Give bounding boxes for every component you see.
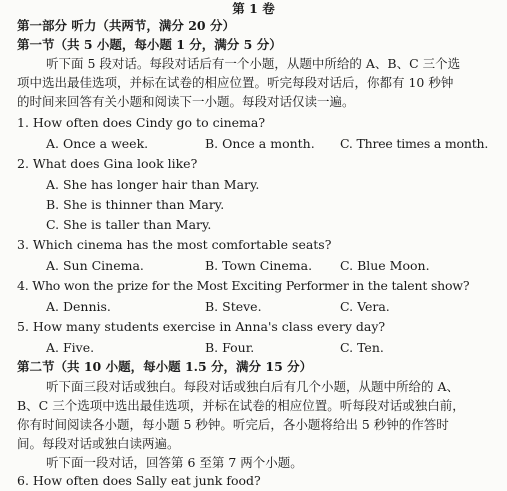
q3-option-c: C. Blue Moon. <box>340 258 430 273</box>
section2-intro-line-4: 间。每段对话或独白读两遍。 <box>17 436 180 451</box>
question-6: 6. How often does Sally eat junk food? <box>17 473 261 488</box>
question-2: 2. What does Gina look like? <box>17 156 198 171</box>
q1-option-b: B. Once a month. <box>205 136 315 151</box>
part1-heading: 第一部分 听力（共两节，满分 20 分） <box>17 18 235 33</box>
q2-option-a: A. She has longer hair than Mary. <box>46 177 260 192</box>
q1-option-c: C. Three times a month. <box>340 136 489 151</box>
section1-heading: 第一节（共 5 小题，每小题 1 分，满分 5 分） <box>17 37 282 52</box>
section1-intro-line-2: 项中选出最佳选项，并标在试卷的相应位置。听完每段对话后，你都有 10 秒钟 <box>17 75 454 90</box>
section2-intro-line-1: 听下面三段对话或独白。每段对话或独白后有几个小题，从题中所给的 A、 <box>46 379 460 394</box>
section2-instruction: 听下面一段对话，回答第 6 至第 7 两个小题。 <box>46 455 303 470</box>
q3-option-a: A. Sun Cinema. <box>46 258 144 273</box>
page-title: 第 1 卷 <box>232 1 275 16</box>
question-1: 1. How often does Cindy go to cinema? <box>17 115 266 130</box>
q4-option-b: B. Steve. <box>205 299 262 314</box>
section2-intro-line-3: 你有时间阅读各小题，每小题 5 秒钟。听完后，各小题将给出 5 秒钟的作答时 <box>17 417 449 432</box>
q4-option-a: A. Dennis. <box>46 299 111 314</box>
q3-option-b: B. Town Cinema. <box>205 258 313 273</box>
q2-option-b: B. She is thinner than Mary. <box>46 197 225 212</box>
q1-option-a: A. Once a week. <box>46 136 149 151</box>
q2-option-c: C. She is taller than Mary. <box>46 217 212 232</box>
question-4: 4. Who won the prize for the Most Exciting Performer in the talent show? <box>17 278 470 293</box>
q5-option-a: A. Five. <box>46 340 95 355</box>
q5-option-c: C. Ten. <box>340 340 384 355</box>
section2-intro-line-2: B、C 三个选项中选出最佳选项，并标在试卷的相应位置。听每段对话或独白前， <box>17 398 465 413</box>
section1-intro-line-3: 的时间来回答有关小题和阅读下一小题。每段对话仅读一遍。 <box>17 94 355 109</box>
question-3: 3. Which cinema has the most comfortable seats? <box>17 237 332 252</box>
section2-heading: 第二节（共 10 小题，每小题 1.5 分，满分 15 分） <box>17 359 313 374</box>
question-5: 5. How many students exercise in Anna's class every day? <box>17 319 386 334</box>
q4-option-c: C. Vera. <box>340 299 390 314</box>
q5-option-b: B. Four. <box>205 340 255 355</box>
section1-intro-line-1: 听下面 5 段对话。每段对话后有一个小题，从题中所给的 A、B、C 三个选 <box>46 56 461 71</box>
